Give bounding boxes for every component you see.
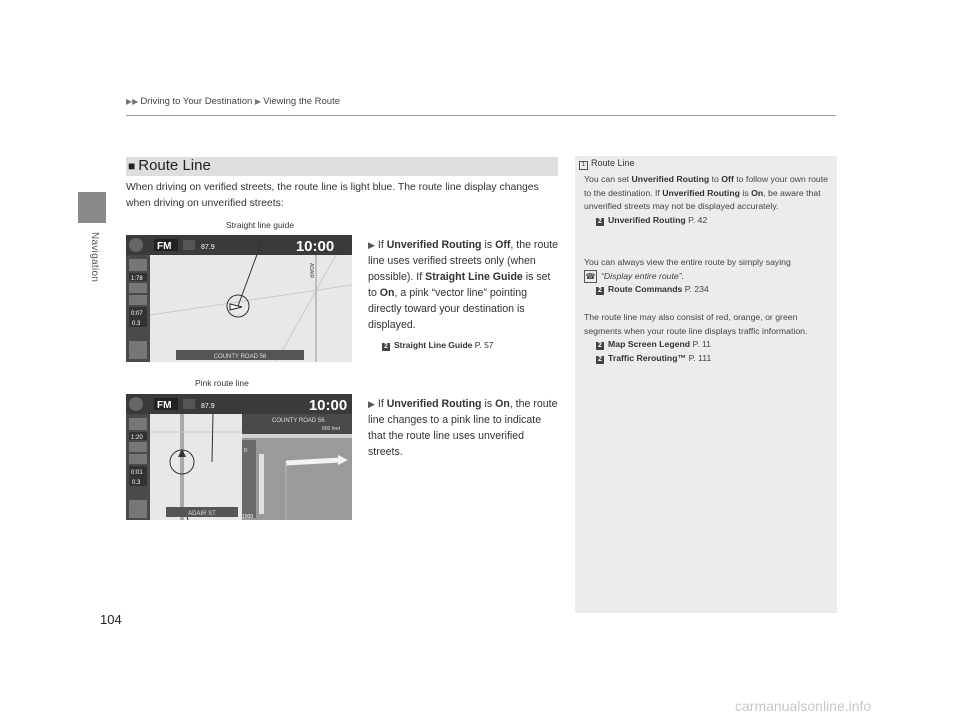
- eta-readout: 1:20: [131, 435, 143, 441]
- cross-reference-link[interactable]: 2 Unverified Routing P. 42: [584, 214, 834, 228]
- reference-icon: 2: [596, 218, 604, 226]
- note-marker-icon: 1: [579, 161, 588, 170]
- clock: 10:00: [308, 397, 348, 414]
- reference-icon: 2: [596, 356, 604, 364]
- next-turn-distance: 800 feet: [322, 426, 341, 432]
- watermark: carmanualsonline.info: [735, 698, 872, 714]
- clock: 10:00: [295, 238, 335, 255]
- current-road: COUNTY ROAD 56: [213, 354, 267, 360]
- breadcrumb-item[interactable]: Driving to Your Destination: [140, 96, 253, 107]
- reference-icon: 2: [382, 343, 390, 351]
- voice-command-icon: ☎: [585, 271, 596, 281]
- section-tab: [78, 192, 106, 223]
- map-screenshot-pink-line: [126, 394, 352, 520]
- sidebar-heading: 1 Route Line: [579, 158, 635, 170]
- cross-reference-link[interactable]: 2 Straight Line Guide P. 57: [368, 337, 560, 353]
- eta-readout: 1:78: [131, 276, 143, 282]
- straight-line-callout: Straight line guide: [226, 220, 295, 230]
- cross-reference-link[interactable]: 2 Traffic Rerouting™ P. 111: [584, 352, 834, 366]
- next-road: COUNTY ROAD 56: [272, 418, 325, 424]
- distance-to-destination: 0.3: [132, 321, 141, 327]
- time-to-destination: 0:07: [131, 311, 143, 317]
- pink-route-callout: Pink route line: [195, 378, 249, 388]
- radio-band: FM: [157, 241, 172, 252]
- radio-frequency: 87.9: [201, 403, 215, 410]
- side-tab-label: Navigation: [89, 232, 100, 283]
- breadcrumb-arrow-icon: ▶: [254, 97, 262, 106]
- distance-to-destination: 0.3: [132, 480, 141, 486]
- sidebar-paragraph: You can set Unverified Routing to Off to follow your own route to the destination. If Unverified Routing is On, be aware that unverified streets may not be displayed accurately. 2 Unverified Routing P. 42: [584, 173, 834, 227]
- map-screenshot-straight-line: [126, 235, 352, 362]
- reference-icon: 2: [596, 287, 604, 295]
- reference-icon: 2: [596, 342, 604, 350]
- scale-top: 0: [244, 448, 247, 454]
- section-title: [128, 157, 211, 174]
- breadcrumb-arrow-icon: ▶▶: [126, 97, 139, 106]
- page-number: 104: [100, 612, 122, 627]
- radio-frequency: 87.9: [201, 244, 215, 251]
- current-road: ADAIR ST: [188, 511, 216, 517]
- breadcrumb-item[interactable]: Viewing the Route: [263, 96, 341, 107]
- bullet-arrow-icon: ▶: [368, 240, 375, 250]
- bullet-arrow-icon: ▶: [368, 399, 375, 409]
- bullet-unverified-on: ▶ If Unverified Routing is On, the route line changes to a pink line to indicate that the route line uses unverified streets.: [368, 398, 558, 458]
- header-rule: [126, 115, 836, 116]
- intro-paragraph: When driving on verified streets, the route line is light blue. The route line display changes when driving on unverified streets:: [126, 182, 539, 209]
- time-to-destination: 0:01: [131, 470, 143, 476]
- street-label: ADAIR: [308, 263, 314, 279]
- section-title-text: Route Line: [138, 157, 211, 174]
- scale-bottom: 1000: [242, 514, 254, 520]
- sidebar-paragraph: You can always view the entire route by simply saying ☎ “Display entire route”. 2 Route Commands P. 234: [584, 256, 834, 297]
- square-bullet-icon: ■: [128, 159, 136, 173]
- radio-band: FM: [157, 400, 172, 411]
- cross-reference-link[interactable]: 2 Map Screen Legend P. 11: [584, 338, 834, 352]
- cross-reference-link[interactable]: 2 Route Commands P. 234: [584, 283, 834, 297]
- breadcrumb: [126, 96, 340, 107]
- sidebar-paragraph: The route line may also consist of red, orange, or green segments when your route line displays traffic information. 2 Map Screen Legend P. 11 2 Traffic Rerouting™ P. 111: [584, 311, 834, 365]
- bullet-unverified-off: ▶ If Unverified Routing is Off, the route line uses verified streets only (when possible). If Straight Line Guide is set to On, a pink “vector line” pointing directly toward your destination is displayed. 2 Straight Line Guide P. 57: [368, 237, 560, 353]
